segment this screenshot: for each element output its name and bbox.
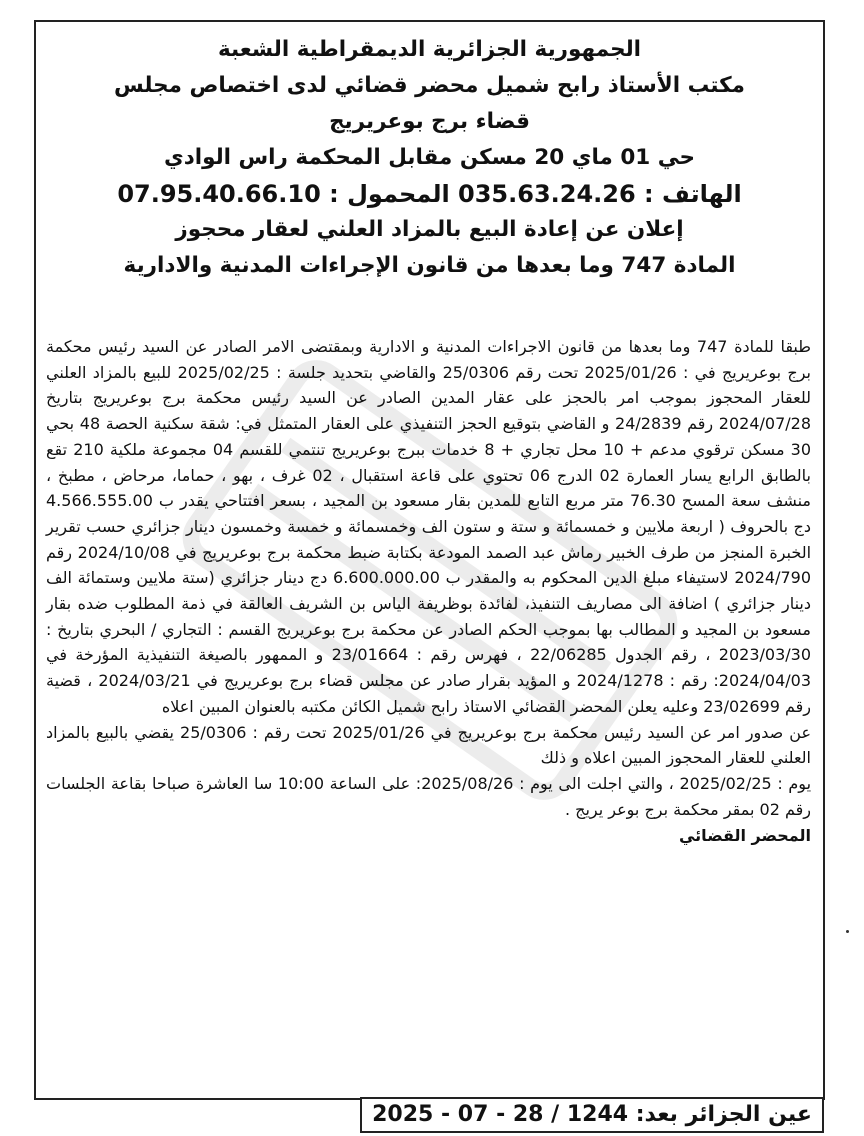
announcement-body xyxy=(36,284,823,822)
jurisdiction-title: قضاء برج بوعريريج xyxy=(329,109,530,134)
body-paragraph-2: عن صدور امر عن السيد رئيس محكمة برج بوعريريج في 2025/01/26 تحت رقم : 25/0306 يقضي بالبيع بالمزاد العلني للعقار المحجوز المبين اعلاه و ذلك xyxy=(46,722,811,768)
announcement-frame xyxy=(34,20,825,1100)
republic-title: الجمهورية الجزائرية الديمقراطية الشعبة xyxy=(217,37,642,62)
body-paragraph-3: يوم : 2025/02/25 ، والتي اجلت الى يوم : 2025/08/26: على الساعة 10:00 سا العاشرة صباحا بقاعة الجلسات رقم 02 بمقر محكمة برج بوعر يريج . xyxy=(46,773,812,819)
body-paragraph-1: طبقا للمادة 747 وما بعدها من قانون الاجراءات المدنية و الادارية وبمقتضى الامر الصادر عن السيد رئيس محكمة برج بوعريريج في : 2025/01/26 تحت رقم 25/0306 والقاضي بتحديد جلسة : 2025/02/25 للبيع بالمزاد العلني للعقار المحجوز بموجب امر بالحجز على عقار المدين الصادر عن السيد رئيس محكمة برج بوعريريج بتاريخ 2024/07/28 رقم 24/2839 و القاضي بتوقيع الحجز التنفيذي على العقار المتمثل في: شقة سكنية الحصة 48 بحي 30 مسكن ترقوي مدعم + 10 محل تجاري + 8 خدمات ببرج بوعريريج تنتمي للقسم 04 مجموعة ملكية 210 تقع بالطابق الرابع يسار العمارة 02 الدرج 06 تحتوي على قاعة استقبال ، 02 غرف ، بهو ، حماما، مرحاض ، مطبخ ، منشف سعة المسح 76.30 متر مربع التابع للمدين بقار مسعود بن المجيد ، بسعر افتتاحي يقدر ب 4.566.555.00 دج بالحروف ( اربعة ملايين و خمسمائة و ستة و ستون الف وخمسمائة و خمسة وخمسون دينار جزائري حسب تقرير الخبرة المنجز من طرف الخبير رماش عبد الصمد المودعة بكتابة ضبط محكمة برج بوعريريج في 2024/10/08 رقم 2024/790 لاستيفاء مبلغ الدين المحكوم به والمقدر ب 6.600.000.00 دج دينار جزائري (ستة ملايين وستمائة الف دينار جزائري ) اضافة الى مصاريف التنفيذ، لفائدة بوظريفة الياس بن الشريف العالقة في ذمة المطلوب ضده بقار مسعود بن المجيد و المطالب بها بموجب الحكم الصادر عن محكمة برج بوعريريج القسم : التجاري / البحري بتاريخ : 2023/03/30 ، رقم الجدول 22/06285 ، فهرس رقم : 23/01664 و الممهور بالصيغة التنفيذية المؤرخة في 2024/04/03: رقم : 2024/1278 و المؤيد بقرار صادر عن مجلس قضاء برج بوعريريج في 2024/03/21 ، قضية رقم 23/02699 وعليه يعلن المحضر القضائي الاستاذ رابح شميل الكائن مكتبه بالعنوان المبين اعلاه xyxy=(46,337,812,716)
speck-dot xyxy=(846,930,849,933)
office-title: مكتب الأستاذ رابح شميل محضر قضائي لدى اختصاص مجلس xyxy=(114,73,745,98)
announcement-title: إعلان عن إعادة البيع بالمزاد العلني لعقار محجوز xyxy=(175,217,684,242)
legal-reference: المادة 747 وما بعدها من قانون الإجراءات المدنية والادارية xyxy=(123,253,736,278)
publication-reference: عين الجزائر بعد: 1244 / 28 - 07 - 2025 xyxy=(360,1097,824,1133)
office-address: حي 01 ماي 20 مسكن مقابل المحكمة راس الوادي xyxy=(164,145,695,170)
signature: المحضر القضائي xyxy=(678,826,811,846)
office-phones: الهاتف : 035.63.24.26 المحمول : 07.95.40.66.10 xyxy=(117,180,742,208)
announcement-header xyxy=(36,22,823,284)
